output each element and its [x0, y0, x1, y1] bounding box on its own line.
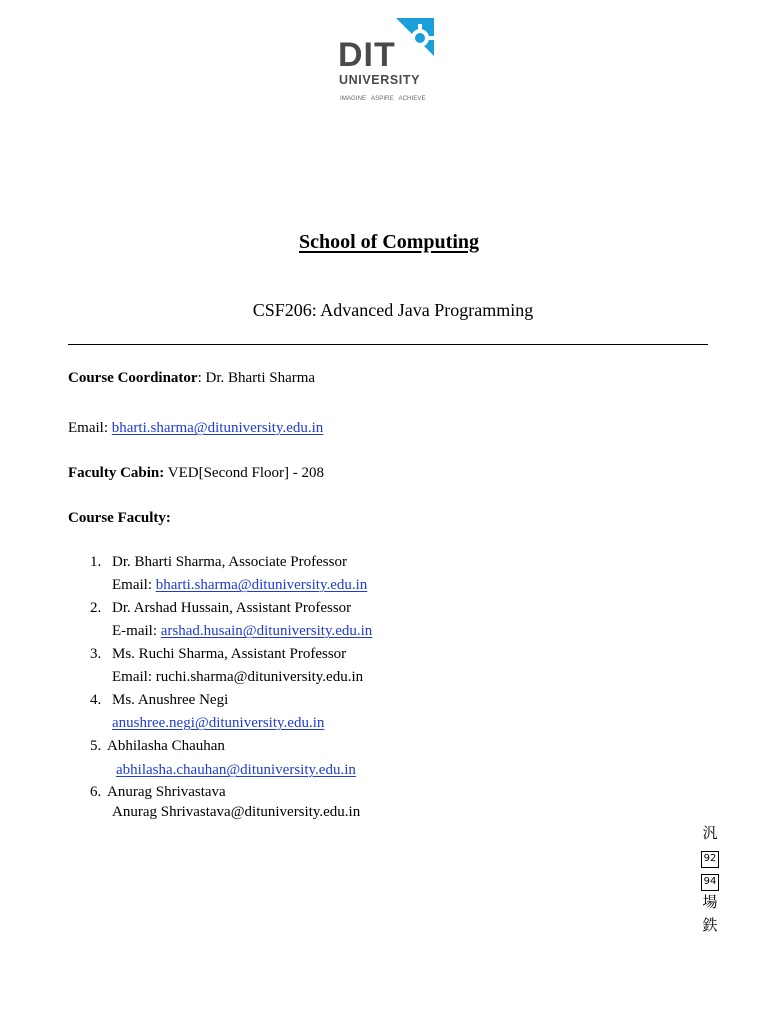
logo-wordmark: DIT — [338, 36, 396, 74]
email-label: Email: — [68, 420, 112, 436]
side-glyph-4: 場 — [702, 893, 718, 911]
side-glyph-column — [700, 822, 720, 937]
course-title: CSF206: Advanced Java Programming — [252, 300, 534, 320]
faculty-3-email-label: Email: — [112, 669, 156, 685]
faculty-6-number: 6. — [90, 784, 102, 800]
faculty-1-name: Dr. Bharti Sharma, Associate Professor — [112, 554, 347, 570]
faculty-5-name: Abhilasha Chauhan — [107, 738, 225, 754]
side-glyph-3-wrap — [700, 868, 720, 891]
faculty-cabin-line — [68, 464, 324, 482]
dit-university-logo — [334, 16, 438, 104]
faculty-5-email-line — [116, 761, 356, 779]
faculty-4-name: Ms. Anushree Negi — [112, 692, 229, 708]
faculty-2-number: 2. — [90, 600, 102, 616]
faculty-4-number: 4. — [90, 692, 102, 708]
faculty-5-number: 5. — [90, 738, 102, 754]
faculty-3-number: 3. — [90, 646, 102, 662]
faculty-3-email-text: ruchi.sharma@dituniversity.edu.in — [155, 669, 364, 685]
side-glyph-1: 汎 — [702, 824, 718, 842]
cabin-label: Faculty Cabin: — [68, 465, 165, 481]
faculty-2-email-link[interactable]: arshad.husain@dituniversity.edu.in — [160, 623, 373, 639]
faculty-6-email-text: Anurag Shrivastava@dituniversity.edu.in — [112, 804, 361, 820]
side-glyph-2: 92 — [701, 851, 719, 868]
faculty-3-email-line — [112, 668, 363, 686]
logo-gear-icon — [396, 18, 434, 56]
faculty-6-email-line — [112, 803, 360, 821]
coordinator-email-link[interactable]: bharti.sharma@dituniversity.edu.in — [111, 420, 324, 436]
coordinator-line — [68, 369, 315, 387]
faculty-4-email-line — [112, 714, 324, 732]
course-faculty-heading: Course Faculty: — [68, 510, 171, 526]
faculty-2-email-line — [112, 622, 372, 640]
coordinator-value: : Dr. Bharti Sharma — [197, 370, 316, 386]
cabin-value: VED[Second Floor] - 208 — [164, 465, 324, 481]
faculty-2-name: Dr. Arshad Hussain, Assistant Professor — [112, 600, 352, 616]
faculty-1-number: 1. — [90, 554, 102, 570]
faculty-1-email-label: Email: — [112, 577, 156, 593]
coordinator-email-line — [68, 419, 323, 437]
faculty-1-email-link[interactable]: bharti.sharma@dituniversity.edu.in — [155, 577, 368, 593]
side-glyph-3: 94 — [701, 874, 719, 891]
faculty-1-email-line — [112, 576, 367, 594]
faculty-5-email-link[interactable]: abhilasha.chauhan@dituniversity.edu.in — [116, 762, 356, 778]
faculty-6-name: Anurag Shrivastava — [107, 784, 226, 800]
logo-subtitle: UNIVERSITY — [339, 73, 421, 87]
side-glyph-2-wrap — [700, 845, 720, 868]
faculty-2-email-label: E-mail: — [112, 623, 161, 639]
logo-tagline: IMAGINE ASPIRE ACHIEVE — [340, 95, 426, 102]
side-glyph-5: 鉄 — [702, 916, 718, 934]
coordinator-label: Course Coordinator — [68, 370, 198, 386]
faculty-4-email-link[interactable]: anushree.negi@dituniversity.edu.in — [112, 715, 325, 731]
logo-graphic — [334, 16, 438, 104]
faculty-3-name: Ms. Ruchi Sharma, Assistant Professor — [112, 646, 347, 662]
header-divider — [68, 344, 708, 345]
school-title: School of Computing — [298, 231, 480, 253]
